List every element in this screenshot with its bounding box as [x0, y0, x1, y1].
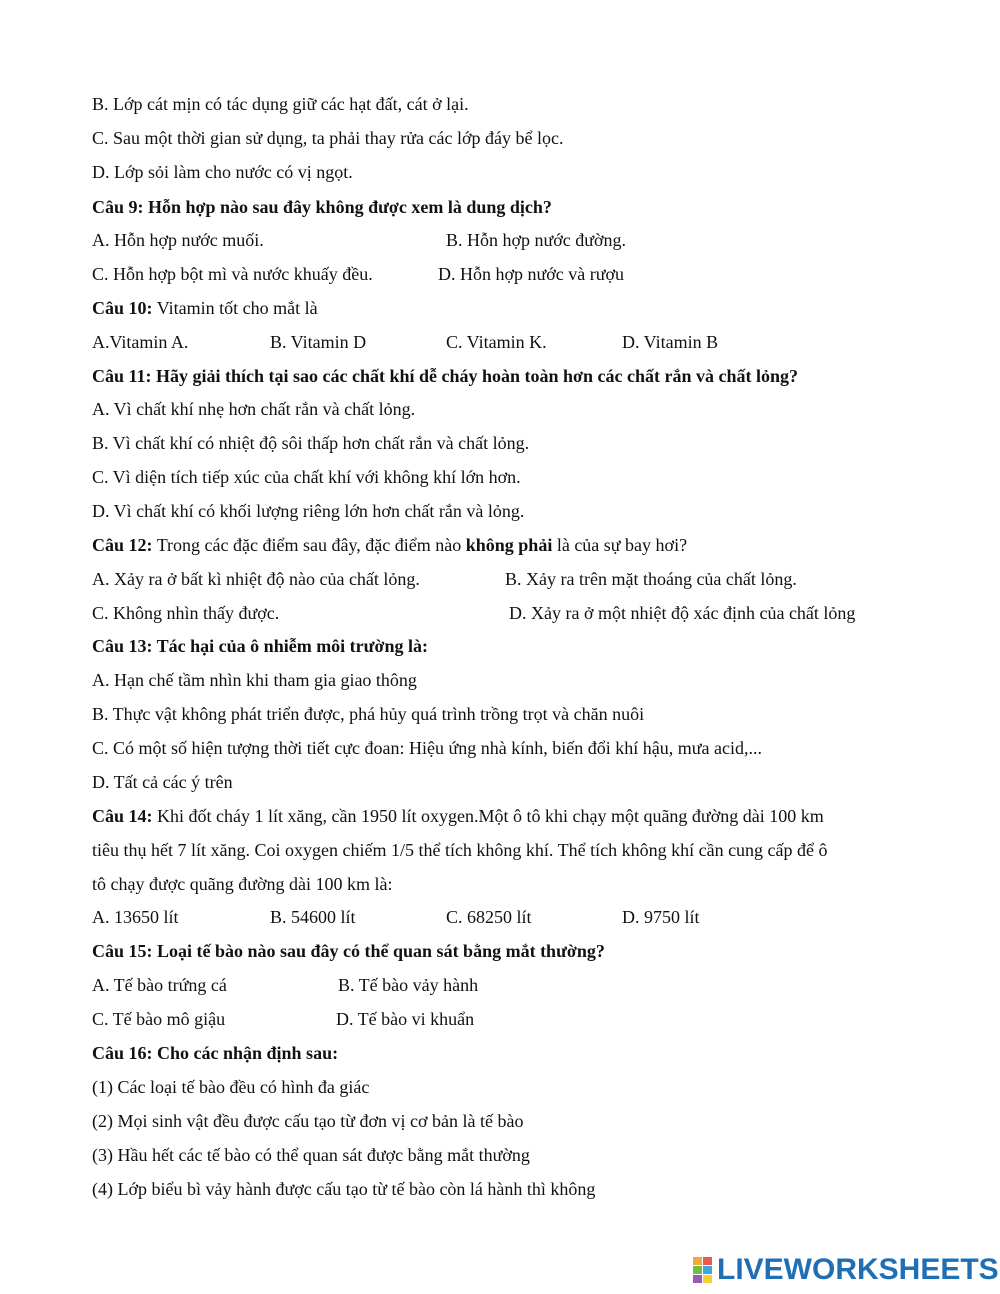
- q13-option-a: A. Hạn chế tầm nhìn khi tham gia giao thông: [92, 670, 417, 690]
- q12-option-c: C. Không nhìn thấy được.: [92, 603, 280, 623]
- q14-option-b: B. 54600 lít: [270, 907, 356, 927]
- q13-option-c: C. Có một số hiện tượng thời tiết cực đoan: Hiệu ứng nhà kính, biến đổi khí hậu, mưa acid,...: [92, 738, 762, 758]
- q14-option-c: C. 68250 lít: [446, 907, 532, 927]
- q11-option-a: A. Vì chất khí nhẹ hơn chất rắn và chất lỏng.: [92, 399, 416, 419]
- option-b-prev: B. Lớp cát mịn có tác dụng giữ các hạt đất, cát ở lại.: [92, 94, 469, 114]
- q12-label: Câu 12:: [92, 535, 153, 555]
- question-14-line1: [92, 805, 824, 827]
- q14-text-3: tô chạy được quãng đường dài 100 km là:: [92, 874, 393, 894]
- q15-option-a: A. Tế bào trứng cá: [92, 975, 227, 995]
- q16-statement-1: (1) Các loại tế bào đều có hình đa giác: [92, 1077, 370, 1097]
- q9-option-d: D. Hỗn hợp nước và rượu: [438, 264, 625, 284]
- option-d-prev: D. Lớp sỏi làm cho nước có vị ngọt.: [92, 162, 353, 182]
- q11-option-d: D. Vì chất khí có khối lượng riêng lớn hơn chất rắn và lỏng.: [92, 501, 525, 521]
- q12-text-pre: Trong các đặc điểm sau đây, đặc điểm nào: [152, 535, 466, 555]
- q11-option-b: B. Vì chất khí có nhiệt độ sôi thấp hơn chất rắn và chất lỏng.: [92, 433, 530, 453]
- q10-option-a: A.Vitamin A.: [92, 332, 189, 352]
- q15-option-c: C. Tế bào mô giậu: [92, 1009, 226, 1029]
- option-c-prev: C. Sau một thời gian sử dụng, ta phải thay rửa các lớp đáy bể lọc.: [92, 128, 564, 148]
- question-9-title: Câu 9: Hỗn hợp nào sau đây không được xem là dung dịch?: [92, 197, 552, 217]
- q12-text-post: là của sự bay hơi?: [552, 535, 688, 555]
- q10-option-d: D. Vitamin B: [622, 332, 719, 352]
- logo-text: LIVEWORKSHEETS: [717, 1253, 999, 1286]
- q16-statement-3: (3) Hầu hết các tế bào có thể quan sát được bằng mắt thường: [92, 1145, 530, 1165]
- q12-option-b: B. Xảy ra trên mặt thoáng của chất lỏng.: [505, 569, 797, 589]
- q12-emphasis: không phải: [465, 535, 553, 555]
- q10-label: Câu 10:: [92, 298, 153, 318]
- q14-option-d: D. 9750 lít: [622, 907, 700, 927]
- q10-text: Vitamin tốt cho mắt là: [152, 298, 318, 318]
- liveworksheets-logo[interactable]: [693, 1255, 999, 1285]
- q10-option-c: C. Vitamin K.: [446, 332, 547, 352]
- q14-option-a: A. 13650 lít: [92, 907, 179, 927]
- question-16-title: Câu 16: Cho các nhận định sau:: [92, 1043, 339, 1063]
- question-13-title: Câu 13: Tác hại của ô nhiễm môi trường là:: [92, 636, 428, 656]
- q14-label: Câu 14:: [92, 806, 153, 826]
- q10-option-b: B. Vitamin D: [270, 332, 367, 352]
- question-11-title: Câu 11: Hãy giải thích tại sao các chất khí dễ cháy hoàn toàn hơn các chất rắn và chất lỏng?: [92, 366, 799, 386]
- q13-option-b: B. Thực vật không phát triển được, phá hủy quá trình trồng trọt và chăn nuôi: [92, 704, 645, 724]
- q9-option-b: B. Hỗn hợp nước đường.: [446, 230, 627, 250]
- q11-option-c: C. Vì diện tích tiếp xúc của chất khí với không khí lớn hơn.: [92, 467, 521, 487]
- q9-option-a: A. Hỗn hợp nước muối.: [92, 230, 264, 250]
- q14-text-2: tiêu thụ hết 7 lít xăng. Coi oxygen chiếm 1/5 thể tích không khí. Thể tích không khí cần cung cấp để ô: [92, 840, 828, 860]
- liveworksheets-logo-icon: [693, 1257, 713, 1283]
- q15-option-b: B. Tế bào vảy hành: [338, 975, 479, 995]
- question-10: [92, 297, 318, 319]
- q14-text-1: Khi đốt cháy 1 lít xăng, cần 1950 lít oxygen.Một ô tô khi chạy một quãng đường dài 100 km: [152, 806, 824, 826]
- q12-option-a: A. Xảy ra ở bất kì nhiệt độ nào của chất lỏng.: [92, 569, 420, 589]
- q16-statement-4: (4) Lớp biểu bì vảy hành được cấu tạo từ tế bào còn lá hành thì không: [92, 1179, 596, 1199]
- question-12: [92, 534, 687, 556]
- q12-option-d: D. Xảy ra ở một nhiệt độ xác định của chất lỏng: [509, 603, 856, 623]
- q16-statement-2: (2) Mọi sinh vật đều được cấu tạo từ đơn vị cơ bản là tế bào: [92, 1111, 524, 1131]
- q13-option-d: D. Tất cả các ý trên: [92, 772, 233, 792]
- question-15-title: Câu 15: Loại tế bào nào sau đây có thể quan sát bằng mắt thường?: [92, 941, 605, 961]
- q9-option-c: C. Hỗn hợp bột mì và nước khuấy đều.: [92, 264, 373, 284]
- q15-option-d: D. Tế bào vi khuẩn: [336, 1009, 475, 1029]
